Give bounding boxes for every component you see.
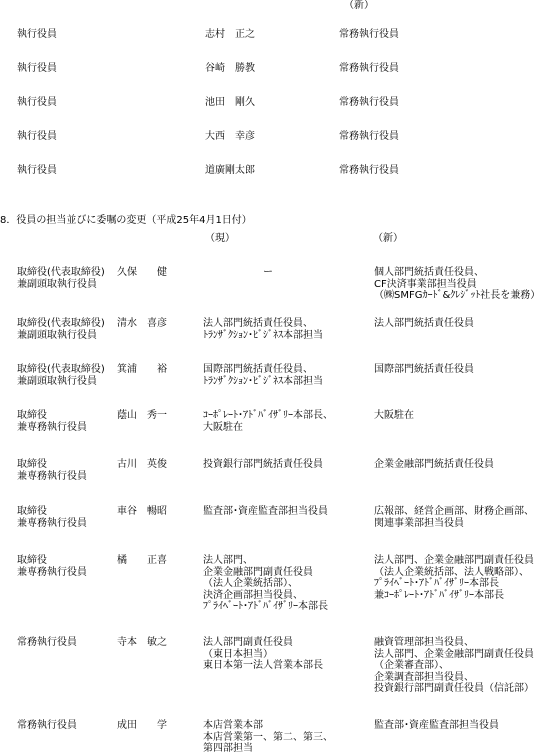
new-title: 常務執行役員	[339, 165, 399, 176]
current-duty: 本店営業本部 本店営業第一、第二、第三、 第四部担当	[203, 720, 333, 754]
section-heading: 8．役員の担当並びに委嘱の変更（平成25年4月1日付）	[0, 215, 252, 226]
current-title: 執行役員	[17, 165, 57, 176]
new-duty: 企業金融部門統括責任役員	[374, 459, 494, 470]
officer-name: 車谷 暢昭	[117, 506, 167, 517]
officer-name: 久保 健	[117, 267, 167, 278]
current-duty: 国際部門統括責任役員、 ﾄﾗﾝｻﾞｸｼｮﾝ･ﾋﾞｼﾞﾈｽ本部担当	[203, 364, 323, 387]
new-duty: 広報部、経営企画部、財務企画部、 関連事業部担当役員	[374, 506, 534, 529]
officer-name: 谷崎 勝教	[205, 63, 255, 74]
new-duty: 国際部門統括責任役員	[374, 364, 474, 375]
officer-name: 蔭山 秀一	[117, 410, 167, 421]
officer-name: 道廣剛太郎	[205, 165, 255, 176]
new-duty: 融資管理部担当役員、 法人部門、企業金融部門副責任役員 （企業審査部）、 企業調査部担当役員、 投資銀行部門副責任役員（信託部）	[374, 637, 534, 694]
position: 取締役(代表取締役) 兼副頭取執行役員	[17, 318, 105, 341]
current-duty: 監査部･資産監査部担当役員	[203, 506, 328, 517]
current-duty: 法人部門統括責任役員、 ﾄﾗﾝｻﾞｸｼｮﾝ･ﾋﾞｼﾞﾈｽ本部担当	[203, 318, 323, 341]
officer-name: 志村 正之	[205, 29, 255, 40]
officer-name: 橘 正喜	[117, 555, 167, 566]
officer-name: 寺本 敏之	[117, 637, 167, 648]
new-title: 常務執行役員	[339, 29, 399, 40]
officer-name: 清水 喜彦	[117, 318, 167, 329]
officer-name: 箕浦 裕	[117, 364, 167, 375]
position: 取締役 兼専務執行役員	[17, 459, 87, 482]
position: 取締役(代表取締役) 兼副頭取執行役員	[17, 364, 105, 387]
current-duty: 法人部門副責任役員 （東日本担当） 東日本第一法人営業本部長	[203, 637, 323, 671]
new-column-header: （新）	[373, 233, 403, 244]
current-duty: ｺｰﾎﾟﾚｰﾄ･ｱﾄﾞﾊﾞｲｻﾞﾘｰ本部長、 大阪駐在	[203, 410, 333, 433]
current-duty: 投資銀行部門統括責任役員	[203, 459, 323, 470]
position: 常務執行役員	[17, 720, 77, 731]
current-title: 執行役員	[17, 131, 57, 142]
position: 取締役 兼専務執行役員	[17, 410, 87, 433]
new-column-header: （新）	[344, 0, 374, 11]
new-duty: 法人部門、企業金融部門副責任役員 （法人企業統括部、法人戦略部）、 ﾌﾟﾗｲﾍﾞｰﾄ･ｱﾄﾞﾊﾞｲｻﾞﾘｰ本部長 兼ｺｰﾎﾟﾚｰﾄ･ｱﾄﾞﾊﾞｲｻﾞﾘｰ本部長	[374, 555, 534, 601]
new-title: 常務執行役員	[339, 97, 399, 108]
new-duty: 監査部･資産監査部担当役員	[374, 720, 499, 731]
new-duty: 法人部門統括責任役員	[374, 318, 474, 329]
officer-name: 池田 剛久	[205, 97, 255, 108]
officer-name: 大西 幸彦	[205, 131, 255, 142]
new-duty: 個人部門統括責任役員、 CF決済事業部担当役員 （㈱SMFGｶｰﾄﾞ&ｸﾚｼﾞｯﾄ社長を兼務）	[374, 267, 541, 301]
current-title: 執行役員	[17, 97, 57, 108]
new-title: 常務執行役員	[339, 131, 399, 142]
current-duty: 法人部門、 企業金融部門副責任役員 （法人企業統括部）、 決済企画部担当役員、 ﾌﾟﾗｲﾍﾞｰﾄ･ｱﾄﾞﾊﾞｲｻﾞﾘｰ本部長	[203, 555, 328, 612]
current-title: 執行役員	[17, 29, 57, 40]
position: 取締役(代表取締役) 兼副頭取執行役員	[17, 267, 105, 290]
officer-name: 古川 英俊	[117, 459, 167, 470]
current-duty: ー	[203, 267, 273, 278]
position: 取締役 兼専務執行役員	[17, 555, 87, 578]
position: 常務執行役員	[17, 637, 77, 648]
officer-name: 成田 学	[117, 720, 167, 731]
current-column-header: （現）	[205, 233, 235, 244]
new-duty: 大阪駐在	[374, 410, 414, 421]
current-title: 執行役員	[17, 63, 57, 74]
new-title: 常務執行役員	[339, 63, 399, 74]
position: 取締役 兼専務執行役員	[17, 506, 87, 529]
